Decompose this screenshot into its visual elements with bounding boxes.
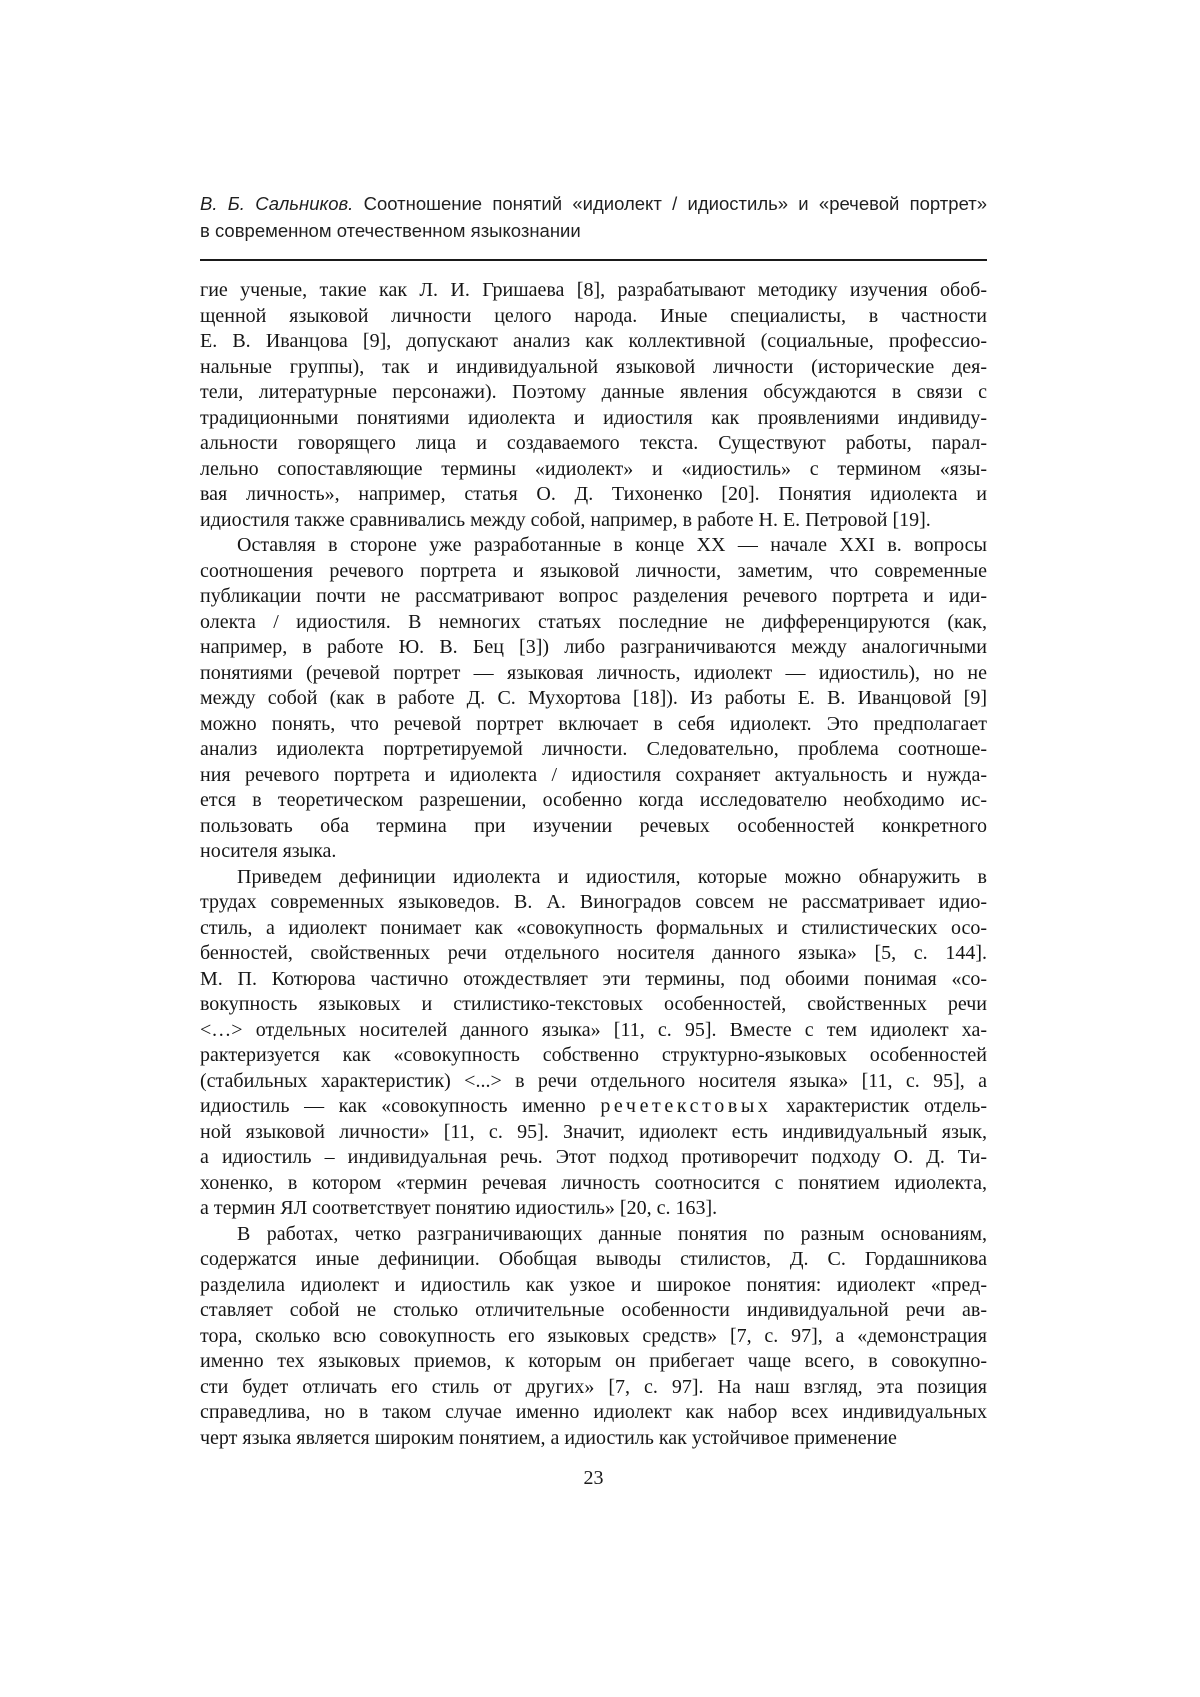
text-line: лельно сопоставляющие термины «идиолект» и «идиостиль» с термином «язы- [200, 457, 987, 480]
text-line: идиостиля также сравнивались между собой, например, в работе Н. Е. Петровой [19]. [200, 508, 931, 531]
text-line: <…> отдельных носителей данного языка» [11, с. 95]. Вместе с тем идиолект ха- [200, 1018, 987, 1041]
text-line: именно тех языковых приемов, к которым он прибегает чаще всего, в совокупно- [200, 1350, 987, 1372]
author-name: В. Б. Сальников. [200, 193, 354, 214]
text-line: носителя языка. [200, 840, 337, 862]
running-header-line1 [200, 190, 987, 217]
text-line: Оставляя в стороне уже разработанные в конце XX — начале XXI в. вопросы [237, 534, 987, 556]
running-header-line2: в современном отечественном языкознании [200, 220, 581, 241]
text-line: рактеризуется как «совокупность собственно структурно-языковых особенностей [200, 1044, 987, 1066]
text-line: вая личность», например, статья О. Д. Тихоненко [20]. Понятия идиолекта и [200, 483, 987, 505]
body-text [200, 278, 987, 1451]
text-line: щенной языковой личности целого народа. Иные специалисты, в частности [200, 304, 987, 327]
text-line: черт языка является широким понятием, а идиостиль как устойчивое применение [200, 1426, 897, 1449]
text-line: олекта / идиостиля. В немногих статьях последние не дифференцируются (как, [200, 610, 987, 633]
text-line: ной языковой личности» [11, с. 95]. Значит, идиолект есть индивидуальный язык, [200, 1120, 987, 1143]
paragraph [200, 278, 987, 533]
text-line: трудах современных языковедов. В. А. Виноградов совсем не рассматривает идио- [200, 891, 987, 913]
text-line: а термин ЯЛ соответствует понятию идиостиль» [20, с. 163]. [200, 1197, 718, 1219]
text-line: ется в теоретическом разрешении, особенно когда исследователю необходимо ис- [200, 789, 987, 811]
paragraph [200, 533, 987, 865]
paragraph [200, 1222, 987, 1452]
text-line: можно понять, что речевой портрет включает в себя идиолект. Это предполагает [200, 712, 987, 735]
paragraph [200, 865, 987, 1222]
text-line: ставляет собой не столько отличительные особенности индивидуальной речи ав- [200, 1299, 987, 1321]
text-line: пользовать оба термина при изучении речевых особенностей конкретного [200, 814, 987, 837]
text-line: ния речевого портрета и идиолекта / идиостиля сохраняет актуальность и нужда- [200, 763, 987, 786]
text-line: публикации почти не рассматривают вопрос разделения речевого портрета и иди- [200, 585, 987, 607]
text-line: альности говорящего лица и создаваемого текста. Существуют работы, парал- [200, 432, 987, 454]
text-line: М. П. Котюрова частично отождествляет эти термины, под обоими понимая «со- [200, 967, 987, 990]
text-line: понятиями (речевой портрет — языковая личность, идиолект — идиостиль), но не [200, 661, 987, 684]
text-line: (стабильных характеристик) <...> в речи отдельного носителя языка» [11, с. 95], а [200, 1069, 987, 1092]
text-line: вокупность языковых и стилистико-текстовых особенностей, свойственных речи [200, 993, 987, 1015]
text-line: анализ идиолекта портретируемой личности. Следовательно, проблема соотноше- [200, 738, 987, 760]
text-line: тора, сколько всю совокупность его языковых средств» [7, с. 97], а «демонстрация [200, 1324, 987, 1347]
text-line: Приведем дефиниции идиолекта и идиостиля, которые можно обнаружить в [237, 865, 987, 888]
text-line: Е. В. Иванцова [9], допускают анализ как коллективной (социальные, профессио- [200, 330, 987, 352]
text-line: разделила идиолект и идиостиль как узкое и широкое понятия: идиолект «пред- [200, 1273, 987, 1296]
spaced-emphasis: речетекстовых [600, 1095, 772, 1117]
text-line: стиль, а идиолект понимает как «совокупность формальных и стилистических осо- [200, 916, 987, 939]
text-line: гие ученые, такие как Л. И. Гришаева [8], разрабатывают методику изучения обоб- [200, 279, 987, 301]
text-line: например, в работе Ю. В. Бец [3]) либо разграничиваются между аналогичными [200, 636, 987, 658]
running-header [200, 190, 987, 244]
text-line: а идиостиль – индивидуальная речь. Этот подход противоречит подходу О. Д. Ти- [200, 1146, 987, 1168]
text-line: сти будет отличать его стиль от других» [7, с. 97]. На наш взгляд, эта позиция [200, 1375, 987, 1398]
text-line: хоненко, в котором «термин речевая личность соотносится с понятием идиолекта, [200, 1171, 987, 1194]
text-line: В работах, четко разграничивающих данные понятия по разным основаниям, [237, 1222, 987, 1245]
article-title: Соотношение понятий «идиолект / идиостиль» и «речевой портрет» [363, 193, 988, 214]
text-line: соотношения речевого портрета и языковой личности, заметим, что современные [200, 559, 987, 582]
text-line: справедлива, но в таком случае именно идиолект как набор всех индивидуальных [200, 1401, 987, 1423]
page-number: 23 [583, 1467, 604, 1489]
text-line: содержатся иные дефиниции. Обобщая выводы стилистов, Д. С. Гордашникова [200, 1248, 987, 1270]
text-line: бенностей, свойственных речи отдельного носителя данного языка» [5, с. 144]. [200, 942, 987, 964]
text-line: между собой (как в работе Д. С. Мухортова [18]). Из работы Е. В. Иванцовой [9] [200, 687, 987, 709]
text-line: нальные группы), так и индивидуальной языковой личности (исторические дея- [200, 355, 987, 378]
text-line: идиостиль — как «совокупность именно речетекстовых характеристик отдель- [200, 1095, 987, 1117]
text-line: традиционными понятиями идиолекта и идиостиля как проявлениями индивиду- [200, 406, 987, 429]
text-line: тели, литературные персонажи). Поэтому данные явления обсуждаются в связи с [200, 381, 987, 403]
header-rule [200, 259, 987, 261]
